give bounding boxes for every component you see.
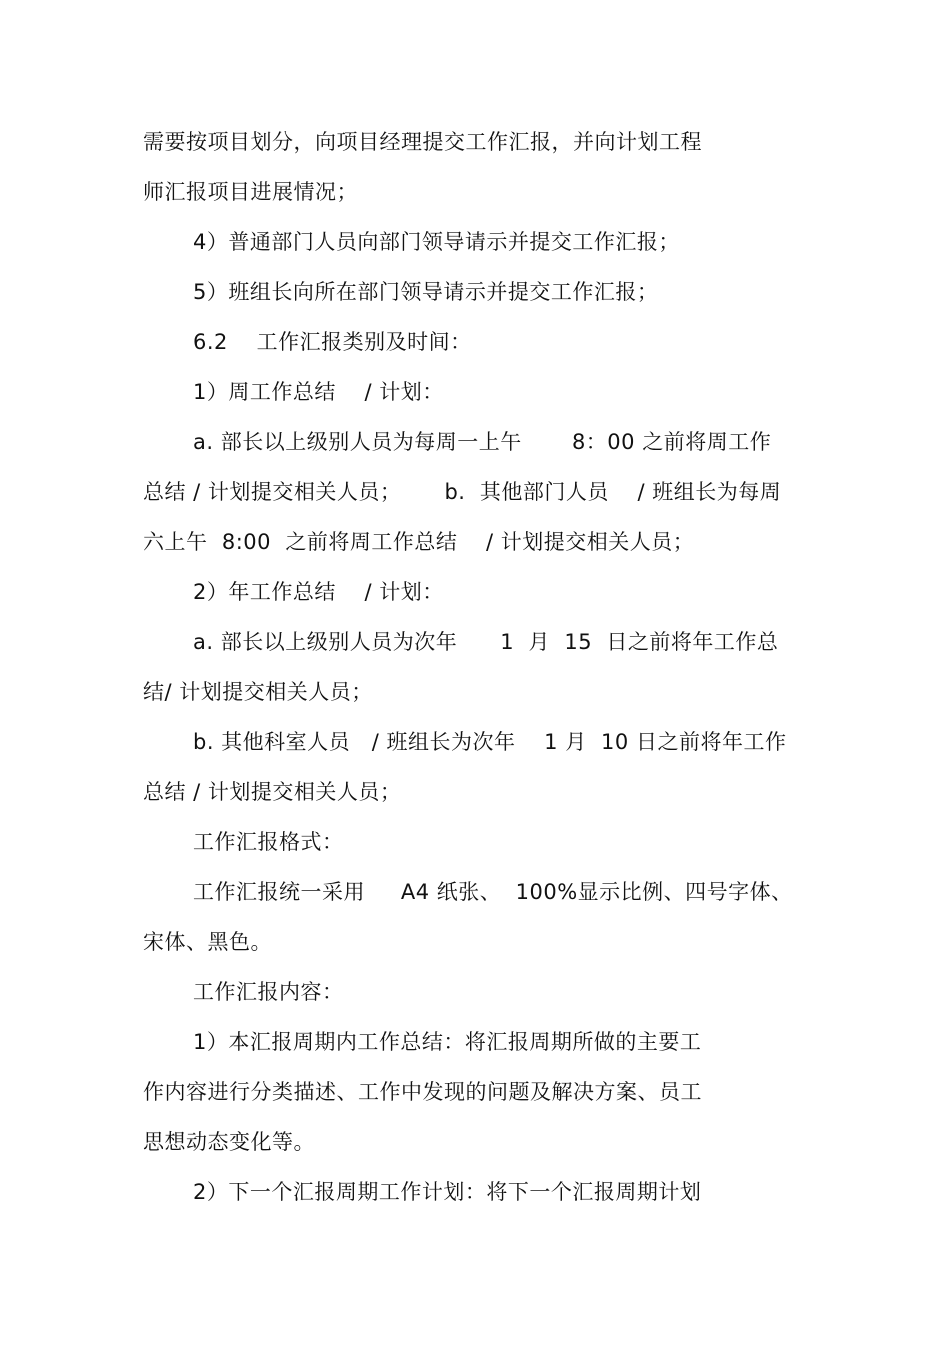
- text-line: 工作汇报内容：: [193, 980, 344, 1004]
- text-line: 师汇报项目进展情况；: [143, 180, 358, 204]
- text-line: 需要按项目划分，向项目经理提交工作汇报，并向计划工程: [143, 130, 702, 154]
- text-line: 工作汇报统一采用 A4 纸张、 100%显示比例、四号字体、: [193, 880, 793, 904]
- text-line: 结/ 计划提交相关人员；: [143, 680, 373, 704]
- text-line: 总结 / 计划提交相关人员；: [143, 780, 402, 804]
- text-line: 1）本汇报周期内工作总结：将汇报周期所做的主要工: [193, 1030, 702, 1054]
- text-line: 六上午 8:00 之前将周工作总结 / 计划提交相关人员；: [143, 530, 695, 554]
- text-line: 2）下一个汇报周期工作计划：将下一个汇报周期计划: [193, 1180, 702, 1204]
- text-line: 思想动态变化等。: [143, 1130, 315, 1154]
- text-line: 工作汇报格式：: [193, 830, 344, 854]
- text-line: a. 部长以上级别人员为次年 1 月 15 日之前将年工作总: [193, 630, 779, 654]
- text-line: 2）年工作总结 / 计划：: [193, 580, 444, 604]
- text-line: 宋体、黑色。: [143, 930, 272, 954]
- text-line: a. 部长以上级别人员为每周一上午 8：00 之前将周工作: [193, 430, 772, 454]
- text-line: 1）周工作总结 / 计划：: [193, 380, 444, 404]
- text-line: 4）普通部门人员向部门领导请示并提交工作汇报；: [193, 230, 680, 254]
- text-line: 总结 / 计划提交相关人员； b. 其他部门人员 / 班组长为每周: [143, 480, 782, 504]
- text-line: b. 其他科室人员 / 班组长为次年 1 月 10 日之前将年工作: [193, 730, 787, 754]
- text-line: 5）班组长向所在部门领导请示并提交工作汇报；: [193, 280, 659, 304]
- text-line: 6.2 工作汇报类别及时间：: [193, 330, 472, 354]
- text-line: 作内容进行分类描述、工作中发现的问题及解决方案、员工: [143, 1080, 702, 1104]
